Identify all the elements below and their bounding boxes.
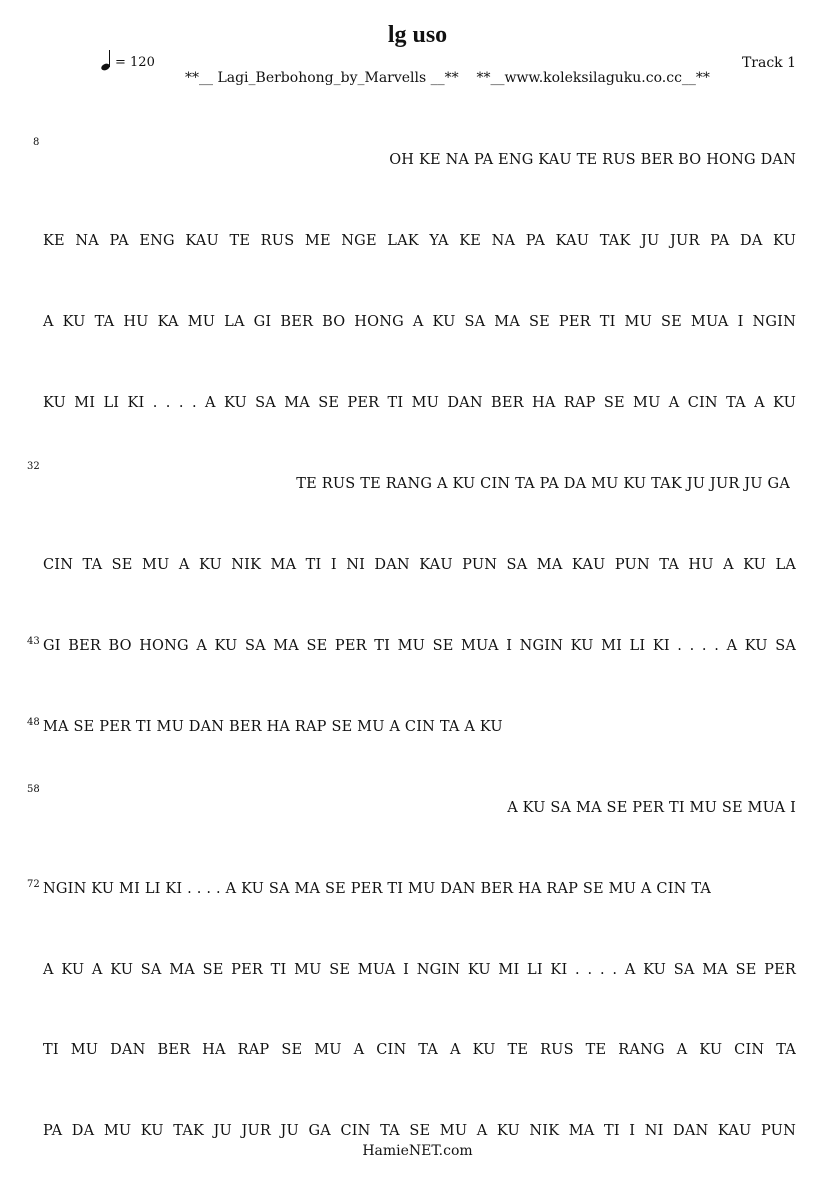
lyric-line: A KU A KU SA MA SE PER TI MU SE MUA I NGIN KU MI LI KI . . . . A KU SA MA SE PER	[43, 962, 796, 978]
song-subtitle: **__ Lagi_Berbohong_by_Marvells __** **__www.koleksilaguku.co.cc__**	[185, 70, 710, 86]
tempo-value: = 120	[115, 55, 155, 70]
lyric-line: GI BER BO HONG A KU SA MA SE PER TI MU SE MUA I NGIN KU MI LI KI . . . . A KU SA	[43, 638, 796, 654]
lyric-line: PA DA MU KU TAK JU JUR JU GA CIN TA SE MU A KU NIK MA TI I NI DAN KAU PUN	[43, 1123, 796, 1139]
lyric-line: CIN TA SE MU A KU NIK MA TI I NI DAN KAU PUN SA MA KAU PUN TA HU A KU LA	[43, 557, 796, 573]
lyric-line: NGIN KU MI LI KI . . . . A KU SA MA SE PER TI MU DAN BER HA RAP SE MU A CIN TA	[43, 881, 712, 897]
footer-site: HamieNET.com	[362, 1143, 473, 1159]
lyric-line: TE RUS TE RANG A KU CIN TA PA DA MU KU TAK JU JUR JU GA	[296, 476, 790, 492]
lyric-line: KU MI LI KI . . . . A KU SA MA SE PER TI MU DAN BER HA RAP SE MU A CIN TA A KU	[43, 395, 796, 411]
measure-number: 58	[27, 784, 40, 795]
tempo-marking	[101, 50, 155, 70]
lyric-line: A KU SA MA SE PER TI MU SE MUA I	[507, 800, 796, 816]
lyric-line: OH KE NA PA ENG KAU TE RUS BER BO HONG DAN	[389, 152, 796, 168]
lyric-line: MA SE PER TI MU DAN BER HA RAP SE MU A CIN TA A KU	[43, 719, 503, 735]
measure-number: 43	[27, 636, 40, 647]
song-title: lg uso	[387, 22, 448, 48]
lyric-line: A KU TA HU KA MU LA GI BER BO HONG A KU SA MA SE PER TI MU SE MUA I NGIN	[43, 314, 796, 330]
measure-number: 48	[27, 717, 40, 728]
lyric-line: TI MU DAN BER HA RAP SE MU A CIN TA A KU TE RUS TE RANG A KU CIN TA	[43, 1042, 796, 1058]
lyric-line: KE NA PA ENG KAU TE RUS ME NGE LAK YA KE NA PA KAU TAK JU JUR PA DA KU	[43, 233, 796, 249]
track-label: Track 1	[741, 55, 796, 71]
quarter-note-icon	[101, 50, 113, 70]
measure-number: 32	[27, 461, 40, 472]
measure-number: 72	[27, 879, 40, 890]
measure-number: 8	[33, 137, 40, 148]
